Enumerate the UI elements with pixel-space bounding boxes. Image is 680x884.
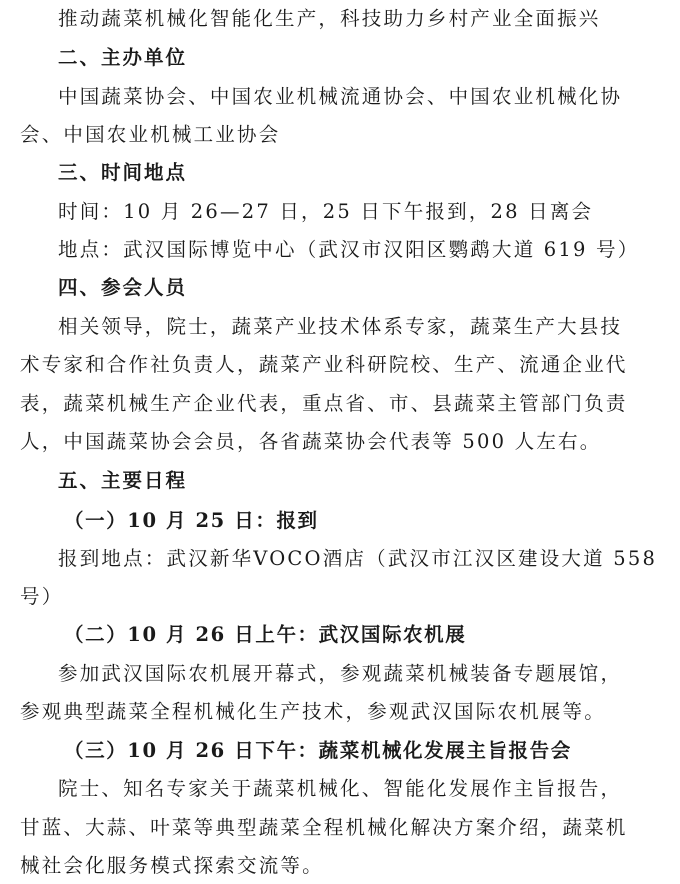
section-heading-schedule: 五、主要日程	[58, 469, 188, 492]
schedule-item-1-line-2: 号）	[20, 585, 64, 608]
schedule-item-2-line-2: 参观典型蔬菜全程机械化生产技术，参观武汉国际农机展等。	[20, 700, 606, 723]
schedule-item-3-heading: （三）10 月 26 日下午：蔬菜机械化发展主旨报告会	[64, 739, 572, 762]
section-heading-attendees: 四、参会人员	[58, 276, 188, 299]
schedule-item-3-line-3: 械社会化服务模式探索交流等。	[20, 854, 324, 877]
theme-line: 推动蔬菜机械化智能化生产，科技助力乡村产业全面振兴	[58, 7, 601, 30]
time-line: 时间：10 月 26—27 日，25 日下午报到，28 日离会	[58, 200, 594, 223]
section-heading-organizers: 二、主办单位	[58, 46, 188, 69]
attendees-line-2: 术专家和合作社负责人，蔬菜产业科研院校、生产、流通企业代	[20, 353, 628, 376]
place-line: 地点：武汉国际博览中心（武汉市汉阳区鹦鹉大道 619 号）	[58, 238, 640, 261]
organizers-line-1: 中国蔬菜协会、中国农业机械流通协会、中国农业机械化协	[58, 85, 623, 108]
schedule-item-2-line-1: 参加武汉国际农机展开幕式，参观蔬菜机械装备专题展馆，	[58, 662, 623, 685]
schedule-item-2-heading: （二）10 月 26 日上午：武汉国际农机展	[64, 623, 467, 646]
section-heading-time-place: 三、时间地点	[58, 161, 188, 184]
attendees-line-3: 表，蔬菜机械生产企业代表，重点省、市、县蔬菜主管部门负责	[20, 392, 628, 415]
attendees-line-1: 相关领导，院士，蔬菜产业技术体系专家，蔬菜生产大县技	[58, 315, 623, 338]
organizers-line-2: 会、中国农业机械工业协会	[20, 123, 281, 146]
schedule-item-3-line-1: 院士、知名专家关于蔬菜机械化、智能化发展作主旨报告，	[58, 777, 623, 800]
schedule-item-3-line-2: 甘蓝、大蒜、叶菜等典型蔬菜全程机械化解决方案介绍，蔬菜机	[20, 816, 628, 839]
schedule-item-1-line-1: 报到地点：武汉新华VOCO酒店（武汉市江汉区建设大道 558	[58, 547, 658, 570]
schedule-item-1-heading: （一）10 月 25 日：报到	[64, 509, 319, 532]
attendees-line-4: 人，中国蔬菜协会会员，各省蔬菜协会代表等 500 人左右。	[20, 430, 602, 453]
